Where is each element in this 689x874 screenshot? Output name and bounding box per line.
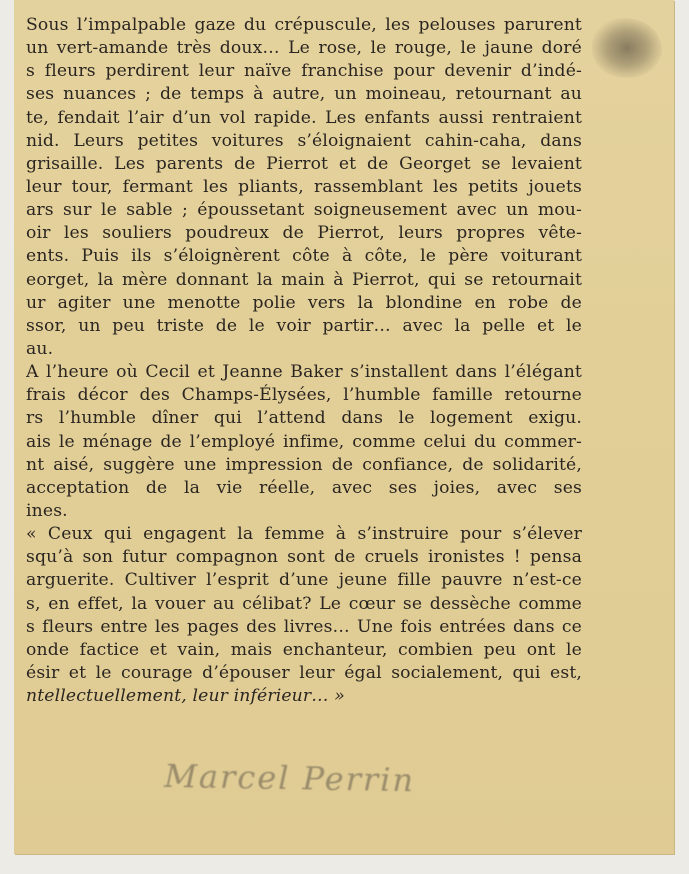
text-line: ur agiter une menotte polie vers la blondine en robe de [26,292,582,313]
text-line: frais décor des Champs-Élysées, l’humble famille retourne [26,385,582,406]
text-line: rs l’humble dîner qui l’attend dans le logement exigu. [26,408,582,429]
ink-stain [592,18,662,78]
text-line: « Ceux qui engagent la femme à s’instruire pour s’élever [26,524,582,545]
text-line: ines. [26,500,68,521]
text-line: ésir et le courage d’épouser leur égal socialement, qui est, [26,662,582,683]
text-line: s fleurs perdirent leur naïve franchise pour devenir d’indé- [26,61,582,82]
text-line: ents. Puis ils s’éloignèrent côte à côte, le père voiturant [26,246,582,267]
text-line: Sous l’impalpable gaze du crépuscule, les pelouses parurent [26,15,582,35]
text-line: A l’heure où Cecil et Jeanne Baker s’installent dans l’élégant [26,362,582,383]
text-line: ais le ménage de l’employé infime, comme celui du commer- [26,431,582,452]
text-line: grisaille. Les parents de Pierrot et de Georget se levaient [26,153,582,174]
text-line: oir les souliers poudreux de Pierrot, leurs propres vête- [26,223,582,244]
text-line: ses nuances ; de temps à autre, un moineau, retournant au [26,84,582,105]
text-line: s, en effet, la vouer au célibat? Le cœur se dessèche comme [26,593,582,614]
text-line: ntellectuellement, leur inférieur… » [26,686,345,707]
text-line: te, fendait l’air d’un vol rapide. Les enfants aussi rentraient [26,107,582,128]
handwritten-signature: Marcel Perrin [163,756,416,800]
text-line: acceptation de la vie réelle, avec ses joies, avec ses [26,477,582,498]
text-line: arguerite. Cultiver l’esprit d’une jeune fille pauvre n’est-ce [26,570,582,591]
text-line: leur tour, fermant les pliants, rassemblant les petits jouets [26,176,582,197]
text-line: ssor, un peu triste de le voir partir… avec la pelle et le [26,315,582,336]
text-line: squ’à son futur compagnon sont de cruels ironistes ! pensa [26,547,582,568]
text-line: un vert-amande très doux… Le rose, le rouge, le jaune doré [26,38,582,59]
text-line: eorget, la mère donnant la main à Pierrot, qui se retournait [26,269,582,290]
text-line: nt aisé, suggère une impression de confiance, de solidarité, [26,454,582,475]
article-text [26,14,582,708]
newspaper-clipping [14,0,674,854]
text-line: nid. Leurs petites voitures s’éloignaient cahin-caha, dans [26,130,582,151]
text-line: ars sur le sable ; époussetant soigneusement avec un mou- [26,200,582,221]
text-line: onde factice et vain, mais enchanteur, combien peu ont le [26,639,582,660]
text-line: s fleurs entre les pages des livres… Une fois entrées dans ce [26,616,582,637]
text-line: au. [26,338,54,359]
